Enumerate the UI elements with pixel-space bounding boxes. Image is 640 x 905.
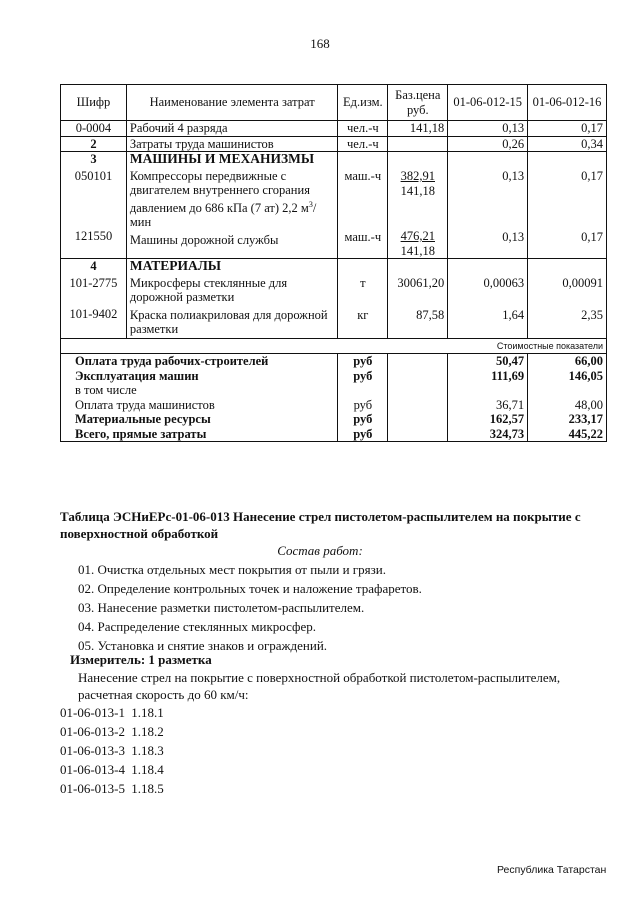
code-row [60,741,164,760]
summary-unit: руб [338,412,388,427]
summary-name: Оплата труда рабочих-строителей [61,354,338,369]
summary-unit: руб [338,354,388,369]
section-block [126,152,337,259]
header-price [388,85,448,121]
section-block [448,259,528,339]
summary-name: Оплата труда машинистов [61,398,338,413]
row-value-col1: 1,64 [502,307,525,322]
row-name: Микросферы стеклянные для дорожной разметки [129,275,288,304]
table-row [61,121,607,137]
section-block [338,152,388,259]
code-id: 01-06-013-5 [60,781,125,796]
summary-row [61,383,607,398]
section-block [61,259,127,339]
summary-value-col1: 162,57 [448,412,528,427]
summary-value-col1: 36,71 [448,398,528,413]
header-unit: Ед.изм. [338,85,388,121]
summary-name: Эксплуатация машин [61,369,338,384]
section-materials [61,259,607,339]
row-price: 141,18 [388,121,448,137]
header-price-line1: Баз.цена [395,88,441,102]
summary-value-col2: 445,22 [528,427,607,442]
description: Нанесение стрел на покрытие с поверхностной обработкой пистолетом-распылителем, расчетная скорость до 60 км/ч: [78,670,561,702]
row-price: 30061,20 [397,276,445,290]
row-value-col1: 0,13 [502,229,525,244]
summary-unit [338,383,388,398]
row-name-tail: /мин [129,200,317,230]
section-block [388,152,448,259]
row-name: Машины дорожной службы [129,232,279,247]
work-item: 04. Распределение стеклянных микросфер. [78,619,316,634]
section-block [61,152,127,259]
code-id: 01-06-013-2 [60,724,125,739]
row-code: 2 [61,136,127,152]
summary-value-col1: 111,69 [448,369,528,384]
row-name-superscript: 3 [308,199,313,209]
summary-row [61,427,607,442]
code-ref: 1.18.4 [131,762,164,777]
cost-indicators-label: Стоимостные показатели [61,338,607,354]
code-id: 01-06-013-1 [60,705,125,720]
table-row [61,136,607,152]
row-price [388,136,448,152]
section-block [528,152,607,259]
code-ref: 1.18.5 [131,781,164,796]
row-unit: чел.-ч [338,136,388,152]
summary-unit: руб [338,369,388,384]
row-price-labor: 141,18 [400,243,435,258]
row-value-col1: 0,26 [448,136,528,152]
section-title: МАШИНЫ И МЕХАНИЗМЫ [129,151,315,166]
code-ref: 1.18.1 [131,705,164,720]
row-value-col2: 0,00091 [562,276,603,290]
resource-table [60,84,607,442]
row-value-col1: 0,13 [448,121,528,137]
header-col2: 01-06-012-16 [528,85,607,121]
row-value-col1: 0,13 [502,169,525,183]
row-code: 101-9402 [69,307,118,321]
section-number: 4 [90,259,97,273]
summary-row [61,354,607,369]
header-price-line2: руб. [406,102,429,117]
row-value-col2: 0,17 [581,169,603,183]
work-item: 01. Очистка отдельных мест покрытия от пыли и грязи. [78,562,386,577]
summary-value-col2: 66,00 [528,354,607,369]
section-block [528,259,607,339]
code-row [60,760,164,779]
header-col1: 01-06-012-15 [448,85,528,121]
code-list [60,703,164,798]
code-id: 01-06-013-4 [60,762,125,777]
summary-row [61,369,607,384]
summary-unit: руб [338,427,388,442]
summary-unit: руб [338,398,388,413]
row-value-col1: 0,00063 [483,276,525,290]
summary-name: Материальные ресурсы [61,412,338,427]
code-ref: 1.18.3 [131,743,164,758]
summary-name: в том числе [61,383,338,398]
summary-row [61,412,607,427]
table-title: Таблица ЭСНиЕРс-01-06-013 Нанесение стрел пистолетом-распылителем на покрытие с поверхностной обработкой [60,509,581,541]
row-name: Затраты труда машинистов [126,136,337,152]
work-composition-heading: Состав работ: [277,543,363,558]
code-row [60,703,164,722]
row-name: Краска полиакриловая для дорожной разметки [129,307,328,336]
row-code: 0-0004 [61,121,127,137]
row-price-labor: 141,18 [400,183,435,198]
row-value-col2: 0,17 [528,121,607,137]
section-block [388,259,448,339]
row-value-col2: 0,17 [581,229,603,244]
section-machines [61,152,607,259]
summary-value-col1 [448,383,528,398]
row-name [130,169,334,230]
row-price: 382,91 [400,169,435,183]
row-value-col2: 0,34 [528,136,607,152]
row-code: 101-2775 [69,275,118,290]
section-block [126,259,337,339]
row-unit: т [360,276,366,290]
row-unit: кг [357,307,369,322]
row-price: 87,58 [416,307,445,322]
header-code: Шифр [61,85,127,121]
code-row [60,722,164,741]
summary-value-col2: 48,00 [528,398,607,413]
section-title: МАТЕРИАЛЫ [129,258,222,273]
row-unit: маш.-ч [344,169,382,183]
section-number: 3 [90,152,97,166]
row-unit: маш.-ч [344,229,382,244]
work-item: 05. Установка и снятие знаков и ограждений. [78,638,328,653]
summary-row [61,398,607,413]
row-code: 050101 [74,168,113,183]
summary-name: Всего, прямые затраты [61,427,338,442]
code-row [60,779,164,798]
row-unit: чел.-ч [338,121,388,137]
summary-value-col1: 50,47 [448,354,528,369]
code-ref: 1.18.2 [131,724,164,739]
meter-label: Измеритель: 1 разметка [70,652,212,667]
cost-indicators-row [61,338,607,354]
row-code: 121550 [74,229,113,243]
row-name-text: Компрессоры передвижные с двигателем внутреннего сгорания давлением до 686 кПа (7 ат) 2,2 м [129,168,310,215]
section-block [338,259,388,339]
row-price: 476,21 [400,229,435,243]
work-item: 03. Нанесение разметки пистолетом-распылителем. [78,600,365,615]
work-item: 02. Определение контрольных точек и наложение трафаретов. [78,581,422,596]
row-value-col2: 2,35 [581,307,603,322]
work-list [78,560,422,655]
summary-value-col2 [528,383,607,398]
summary-value-col1: 324,73 [448,427,528,442]
row-name: Рабочий 4 разряда [126,121,337,137]
page-number: 168 [310,36,330,51]
section-block [448,152,528,259]
header-name: Наименование элемента затрат [126,85,337,121]
table-header-row [61,85,607,121]
region-footer: Республика Татарстан [497,864,607,876]
summary-value-col2: 146,05 [528,369,607,384]
code-id: 01-06-013-3 [60,743,125,758]
summary-value-col2: 233,17 [528,412,607,427]
